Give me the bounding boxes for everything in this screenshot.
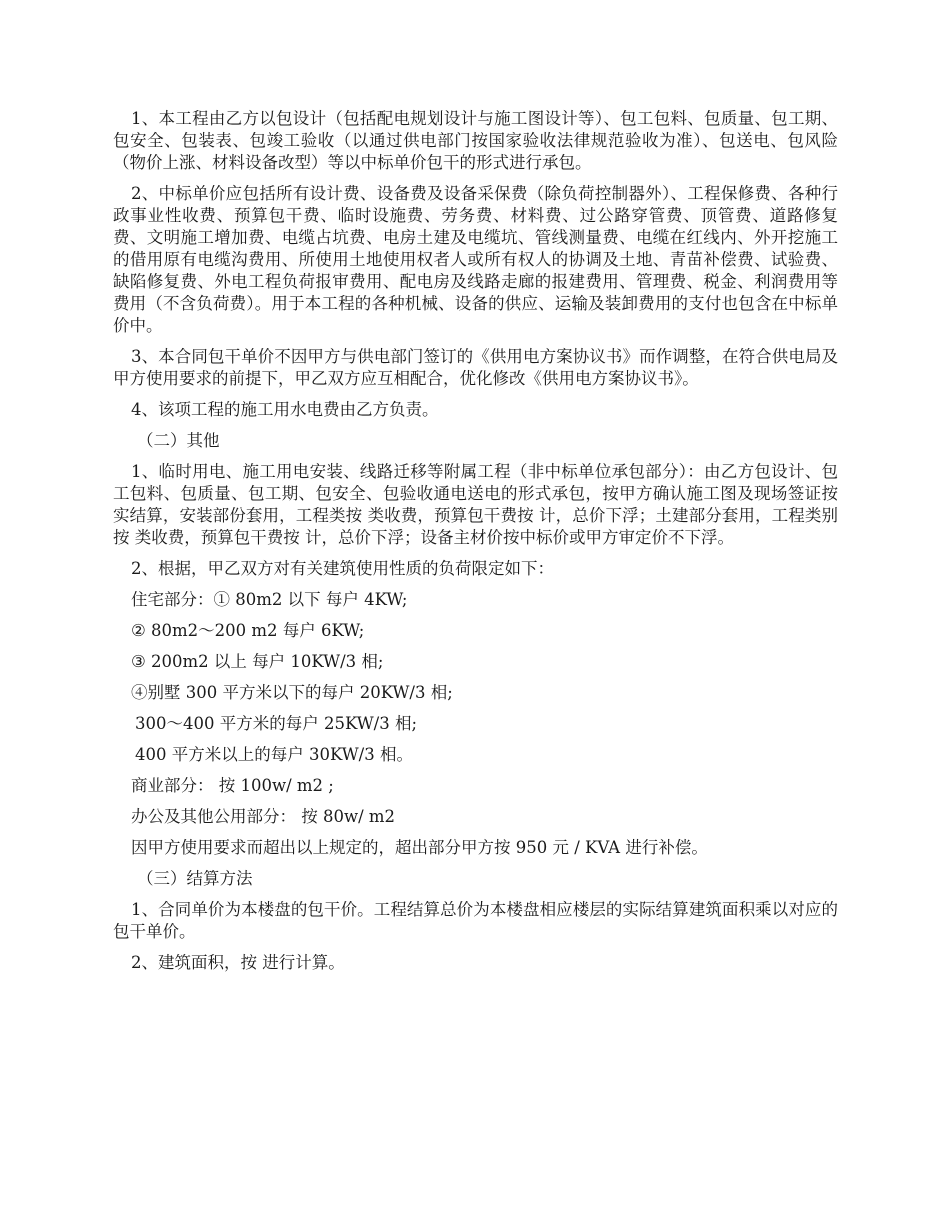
clause-1: 1、本工程由乙方以包设计（包括配电规划设计与施工图设计等）、包工包料、包质量、包工期、包安全、包装表、包竣工验收（以通过供电部门按国家验收法律规范验收为准）、包送电、包风险（物价上涨、材料设备改型）等以中标单价包干的形式进行承包。 — [113, 109, 838, 172]
load-villa-3: 400 平方米以上的每户 30KW/3 相。 — [135, 745, 413, 764]
other-clause-2: 2、根据，甲乙双方对有关建筑使用性质的负荷限定如下： — [131, 559, 554, 578]
load-residential-3: ③ 200m2 以上 每户 10KW/3 相; — [131, 652, 384, 671]
clause-3: 3、本合同包干单价不因甲方与供电部门签订的《供用电方案协议书》而作调整，在符合供电局及甲方使用要求的前提下，甲乙双方应互相配合，优化修改《供用电方案协议书》。 — [113, 347, 838, 388]
settlement-clause-1: 1、合同单价为本楼盘的包干价。工程结算总价为本楼盘相应楼层的实际结算建筑面积乘以对应的包干单价。 — [113, 900, 838, 941]
clause-2: 2、中标单价应包括所有设计费、设备费及设备采保费（除负荷控制器外）、工程保修费、各种行政事业性收费、预算包干费、临时设施费、劳务费、材料费、过公路穿管费、顶管费、道路修复费、文明施工增加费、电缆占坑费、电房土建及电缆坑、管线测量费、电缆在红线内、外开挖施工的借用原有电缆沟费用、所使用土地使用权者人或所有权人的协调及土地、青苗补偿费、试验费、缺陷修复费、外电工程负荷报审费用、配电房及线路走廊的报建费用、管理费、税金、利润费用等费用（不含负荷费）。用于本工程的各种机械、设备的供应、运输及装卸费用的支付也包含在中标单价中。 — [113, 184, 838, 335]
load-office: 办公及其他公用部分： 按 80w/ m2 — [131, 807, 396, 826]
load-compensation: 因甲方使用要求而超出以上规定的，超出部分甲方按 950 元 / KVA 进行补偿。 — [131, 838, 708, 857]
document-body — [113, 108, 838, 983]
settlement-clause-2: 2、建筑面积，按 进行计算。 — [131, 953, 345, 972]
section-heading-other: （二）其他 — [137, 431, 220, 450]
section-heading-settlement: （三）结算方法 — [137, 869, 253, 888]
load-residential-1: 住宅部分：① 80m2 以下 每户 4KW; — [131, 590, 408, 609]
clause-4: 4、该项工程的施工用水电费由乙方负责。 — [131, 400, 439, 419]
load-villa-1: ④别墅 300 平方米以下的每户 20KW/3 相; — [131, 683, 453, 702]
load-residential-2: ② 80m2～200 m2 每户 6KW; — [131, 621, 365, 640]
other-clause-1: 1、临时用电、施工用电安装、线路迁移等附属工程（非中标单位承包部分）：由乙方包设计、包工包料、包质量、包工期、包安全、包验收通电送电的形式承包，按甲方确认施工图及现场签证按实结算，安装部份套用，工程类按 类收费，预算包干费按 计，总价下浮；土建部分套用，工程类别按 类收费，预算包干费按 计，总价下浮；设备主材价按中标价或甲方审定价不下浮。 — [113, 462, 838, 547]
load-commercial: 商业部分： 按 100w/ m2 ; — [131, 776, 334, 795]
load-villa-2: 300～400 平方米的每户 25KW/3 相; — [135, 714, 418, 733]
